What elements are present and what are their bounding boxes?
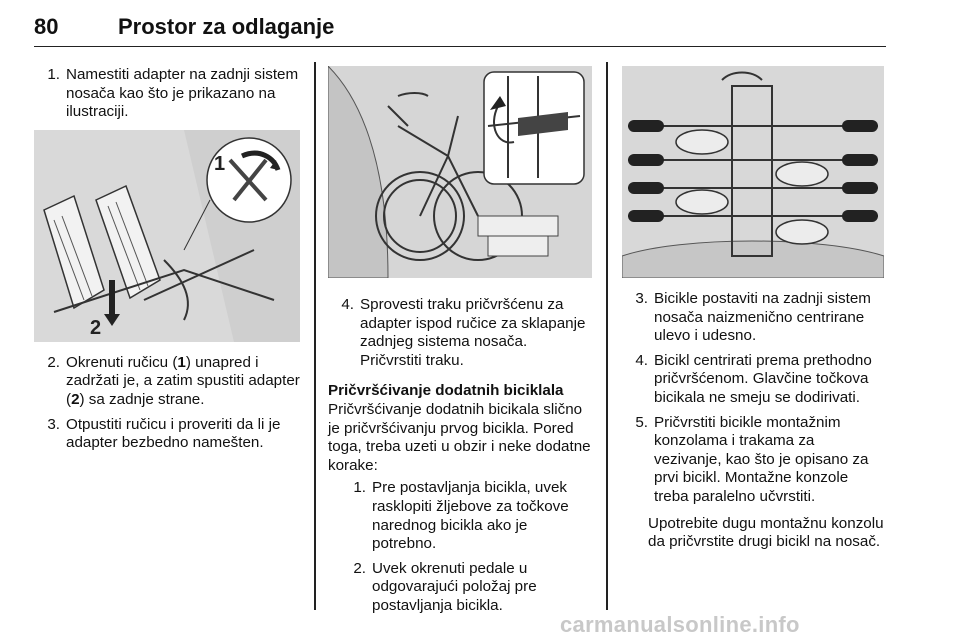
step-number: 2. [353,559,366,577]
column-divider [606,62,608,610]
column-right [622,60,884,552]
sub-step-2 [328,560,592,616]
step-number: 4. [635,351,648,369]
step-text: Otpustiti ručicu i proveriti da li je adapter bezbedno namešten. [66,415,281,452]
step-text: Pričvrstiti bicikle montažnim konzolama i trakama za vezivanje, kao što je opisano za prvi bicikl. Montažne konzole treba paralelno učvrstiti. [654,413,869,505]
step-number: 5. [635,413,648,431]
step-2 [34,354,300,410]
bikes-topview-illustration [622,66,884,278]
bike-strap-drawing [328,66,592,278]
step-1 [34,66,300,122]
step-3 [622,290,884,346]
step-text: Pre postavljanja bicikla, uvek rasklopiti žljebove za točkove narednog bicikla ako je potrebno. [372,479,569,553]
step-5 [622,414,884,507]
section-heading: Pričvršćivanje dodatnih biciklala [328,382,564,400]
adapter-illustration [34,130,300,342]
bikes-topview-drawing [622,66,884,278]
adapter-drawing [34,130,300,342]
page-title: Prostor za odlaganje [118,14,335,39]
step-number: 3. [635,290,648,307]
step-text: Sprovesti traku pričvršćenu za adapter ispod ručice za sklapanje zadnjeg sistema nosača. Pričvrstiti traku. [360,296,586,369]
step-4 [328,296,592,370]
column-left [34,60,300,453]
step-number: 2. [47,353,60,371]
figure-label-1: 1 [214,152,226,175]
step-text: Okrenuti ručicu (1) unapred i zadržati je, a zatim spustiti adapter (2) sa zadnje strane. [66,353,300,408]
step-number: 1. [47,66,60,83]
step-number: 1. [353,479,366,497]
figure-label-2: 2 [90,316,102,339]
page-number: 80 [34,14,59,39]
step-3 [34,416,300,453]
section-paragraph: Pričvršćivanje dodatnih bicikala slično je pričvršćivanju prvog bicikla. Pored toga, treba uzeti u obzir i neke dodatne korake: [328,400,591,474]
column-middle [328,60,592,616]
step-text: Uvek okrenuti pedale u odgovarajući položaj pre postavljanja bicikla. [372,559,537,614]
step-4 [622,352,884,408]
step-text: Bicikle postaviti na zadnji sistem nosača naizmenično centrirane ulevo i udesno. [654,290,871,345]
page-header [34,8,886,47]
sub-step-1 [328,479,592,553]
step-text: Namestiti adapter na zadnji sistem nosača kao što je prikazano na ilustraciji. [66,66,299,121]
watermark: carmanualsonline.info [560,612,800,637]
step-number: 3. [47,415,60,433]
step-number: 4. [341,296,354,313]
note-text: Upotrebite dugu montažnu konzolu da pričvrstite drugi bicikl na nosač. [648,514,884,551]
bike-strap-illustration [328,66,592,278]
step-text: Bicikl centrirati prema prethodno pričvršćenom. Glavčine točkova bicikala ne smeju se dodirivati. [654,351,872,406]
column-divider [314,62,316,610]
